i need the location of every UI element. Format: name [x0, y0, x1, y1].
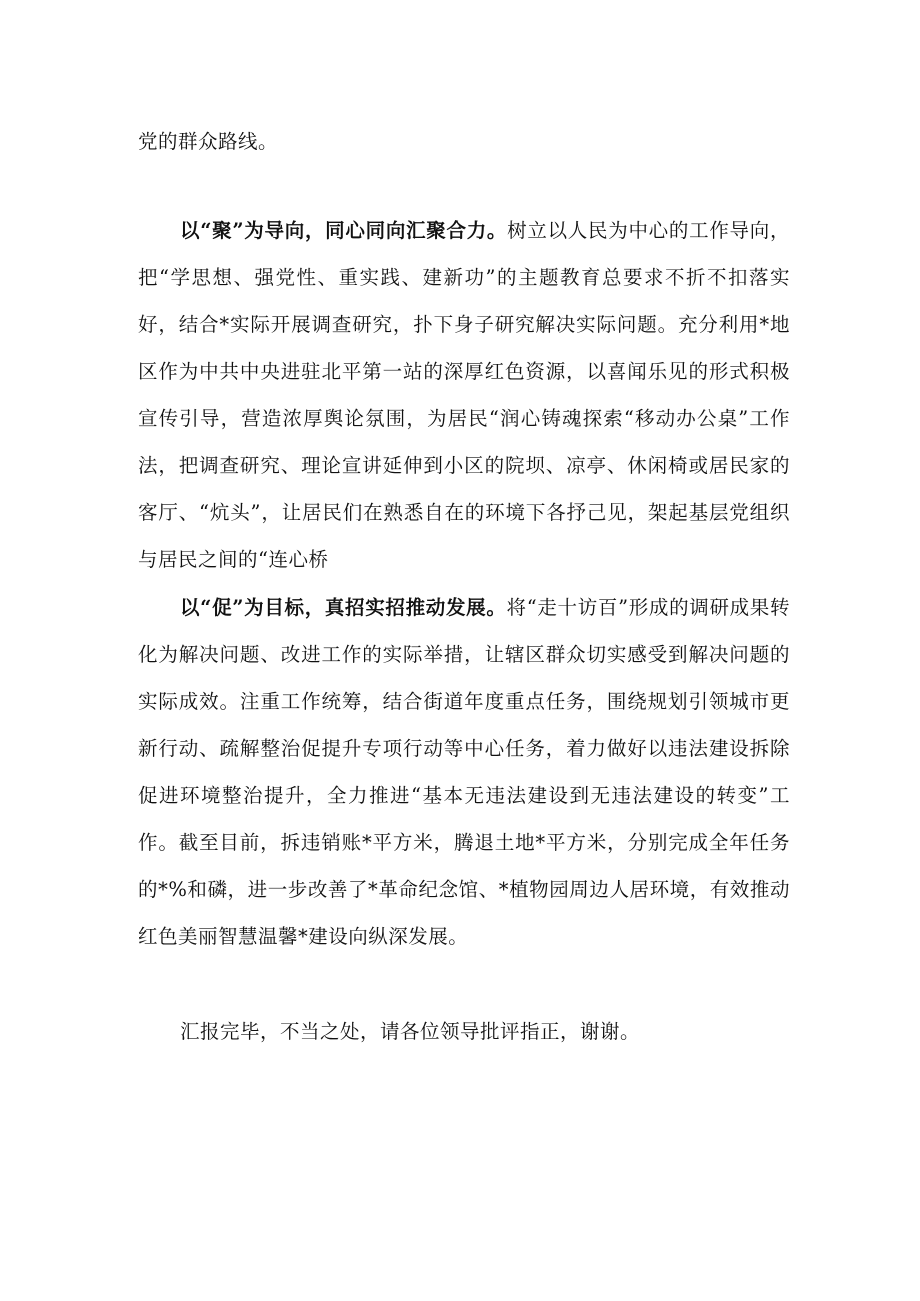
- paragraph-text: 树立以人民为中心的工作导向，把“学思想、强党性、重实践、建新功”的主题教育总要求不折不扣落实好，结合*实际开展调查研究，扑下身子研究解决实际问题。充分利用*地区作为中共中央进驻北平第一站的深厚红色资源，以喜闻乐见的形式积极宣传引导，营造浓厚舆论氛围，为居民“润心铸魂探索“移动办公桌”工作法，把调查研究、理论宣讲延伸到小区的院坝、凉亭、休闲椅或居民家的客厅、“炕头”，让居民们在熟悉自在的环境下各抒己见，架起基层党组织与居民之间的“连心桥: [138, 219, 790, 571]
- paragraph-text: 党的群众路线。: [138, 130, 279, 153]
- paragraph-heading: 以“聚”为导向，同心同向汇聚合力。: [180, 219, 508, 242]
- paragraph-text: 将“走十访百”形成的调研成果转化为解决问题、改进工作的实际举措，让辖区群众切实感受到解决问题的实际成效。注重工作统筹，结合街道年度重点任务，围绕规划引领城市更新行动、疏解整治促提升专项行动等中心任务，着力做好以违法建设拆除促进环境整治提升，全力推进“基本无违法建设到无违法建设的转变”工作。截至目前，拆违销账*平方米，腾退土地*平方米，分别完成全年任务的*%和磷，进一步改善了*革命纪念馆、*植物园周边人居环境，有效推动红色美丽智慧温馨*建设向纵深发展。: [138, 596, 790, 948]
- paragraph-closing: [138, 1008, 790, 1055]
- paragraph-text: 汇报完毕，不当之处，请各位领导批评指正，谢谢。: [180, 1020, 641, 1043]
- paragraph-continuation: [138, 118, 790, 165]
- paragraph-heading: 以“促”为目标，真招实招推动发展。: [180, 596, 507, 619]
- paragraph-ju: [138, 207, 790, 583]
- paragraph-cu: [138, 584, 790, 960]
